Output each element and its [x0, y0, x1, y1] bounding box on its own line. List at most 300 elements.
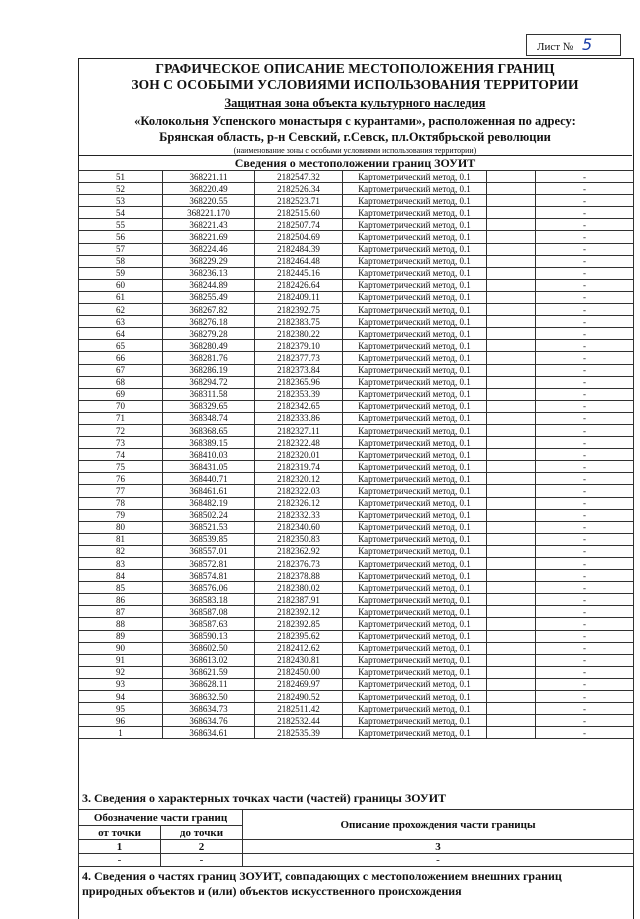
- y-coordinate-cell: 2182322.03: [255, 485, 343, 497]
- method-accuracy-cell: Картометрический метод, 0.1: [343, 207, 487, 219]
- y-coordinate-cell: 2182342.65: [255, 400, 343, 412]
- dash-cell: -: [536, 509, 634, 521]
- dash-cell: -: [536, 412, 634, 424]
- x-coordinate-cell: 368267.82: [163, 304, 255, 316]
- table-row: [79, 437, 634, 449]
- point-number-cell: 79: [79, 509, 163, 521]
- y-coordinate-cell: 2182450.00: [255, 666, 343, 678]
- dash-cell: -: [536, 279, 634, 291]
- point-number-cell: 73: [79, 437, 163, 449]
- x-coordinate-cell: 368280.49: [163, 340, 255, 352]
- table-row: [79, 304, 634, 316]
- dash-cell: -: [536, 267, 634, 279]
- extra-cell: [487, 497, 536, 509]
- point-number-cell: 54: [79, 207, 163, 219]
- y-coordinate-cell: 2182319.74: [255, 461, 343, 473]
- method-accuracy-cell: Картометрический метод, 0.1: [343, 291, 487, 303]
- method-accuracy-cell: Картометрический метод, 0.1: [343, 255, 487, 267]
- method-accuracy-cell: Картометрический метод, 0.1: [343, 630, 487, 642]
- table-row: [79, 582, 634, 594]
- x-coordinate-cell: 368286.19: [163, 364, 255, 376]
- method-accuracy-cell: Картометрический метод, 0.1: [343, 570, 487, 582]
- extra-cell: [487, 558, 536, 570]
- table-row: [79, 219, 634, 231]
- x-coordinate-cell: 368311.58: [163, 388, 255, 400]
- y-coordinate-cell: 2182365.96: [255, 376, 343, 388]
- point-number-cell: 75: [79, 461, 163, 473]
- empty-cell-from: -: [79, 854, 161, 867]
- point-number-cell: 62: [79, 304, 163, 316]
- point-number-cell: 70: [79, 400, 163, 412]
- x-coordinate-cell: 368410.03: [163, 449, 255, 461]
- y-coordinate-cell: 2182320.12: [255, 473, 343, 485]
- point-number-cell: 81: [79, 533, 163, 545]
- dash-cell: -: [536, 570, 634, 582]
- extra-cell: [487, 666, 536, 678]
- table-row: [79, 449, 634, 461]
- method-accuracy-cell: Картометрический метод, 0.1: [343, 388, 487, 400]
- table-row: [79, 666, 634, 678]
- table-row: [79, 545, 634, 557]
- dash-cell: -: [536, 376, 634, 388]
- method-accuracy-cell: Картометрический метод, 0.1: [343, 267, 487, 279]
- method-accuracy-cell: Картометрический метод, 0.1: [343, 183, 487, 195]
- x-coordinate-cell: 368224.46: [163, 243, 255, 255]
- point-number-cell: 57: [79, 243, 163, 255]
- point-number-cell: 92: [79, 666, 163, 678]
- table-row: [79, 316, 634, 328]
- y-coordinate-cell: 2182350.83: [255, 533, 343, 545]
- title-line-2: ЗОН С ОСОБЫМИ УСЛОВИЯМИ ИСПОЛЬЗОВАНИЯ ТЕРРИТОРИИ: [131, 77, 579, 92]
- x-coordinate-cell: 368236.13: [163, 267, 255, 279]
- y-coordinate-cell: 2182377.73: [255, 352, 343, 364]
- dash-cell: -: [536, 727, 634, 739]
- dash-cell: -: [536, 642, 634, 654]
- column-number-2: 2: [161, 840, 243, 854]
- x-coordinate-cell: 368482.19: [163, 497, 255, 509]
- method-accuracy-cell: Картометрический метод, 0.1: [343, 219, 487, 231]
- extra-cell: [487, 243, 536, 255]
- extra-cell: [487, 291, 536, 303]
- x-coordinate-cell: 368576.06: [163, 582, 255, 594]
- x-coordinate-cell: 368574.81: [163, 570, 255, 582]
- x-coordinate-cell: 368613.02: [163, 654, 255, 666]
- dash-cell: -: [536, 618, 634, 630]
- zone-type-subtitle: Защитная зона объекта культурного наследия: [224, 96, 486, 110]
- extra-cell: [487, 388, 536, 400]
- extra-cell: [487, 691, 536, 703]
- sheet-label: Лист №: [537, 41, 574, 53]
- extra-cell: [487, 219, 536, 231]
- point-number-cell: 84: [79, 570, 163, 582]
- point-number-cell: 89: [79, 630, 163, 642]
- extra-cell: [487, 642, 536, 654]
- y-coordinate-cell: 2182464.48: [255, 255, 343, 267]
- dash-cell: -: [536, 715, 634, 727]
- x-coordinate-cell: 368220.49: [163, 183, 255, 195]
- dash-cell: -: [536, 703, 634, 715]
- table-row: [79, 618, 634, 630]
- extra-cell: [487, 570, 536, 582]
- x-coordinate-cell: 368255.49: [163, 291, 255, 303]
- dash-cell: -: [536, 231, 634, 243]
- point-number-cell: 93: [79, 678, 163, 690]
- extra-cell: [487, 195, 536, 207]
- method-accuracy-cell: Картометрический метод, 0.1: [343, 340, 487, 352]
- method-accuracy-cell: Картометрический метод, 0.1: [343, 352, 487, 364]
- section-4-line-2: природных объектов и (или) объектов искусственного происхождения: [82, 884, 462, 898]
- extra-cell: [487, 509, 536, 521]
- y-coordinate-cell: 2182507.74: [255, 219, 343, 231]
- method-accuracy-cell: Картометрический метод, 0.1: [343, 618, 487, 630]
- extra-cell: [487, 183, 536, 195]
- method-accuracy-cell: Картометрический метод, 0.1: [343, 594, 487, 606]
- method-accuracy-cell: Картометрический метод, 0.1: [343, 364, 487, 376]
- y-coordinate-cell: 2182333.86: [255, 412, 343, 424]
- method-accuracy-cell: Картометрический метод, 0.1: [343, 582, 487, 594]
- coordinates-table: [78, 170, 634, 739]
- y-coordinate-cell: 2182378.88: [255, 570, 343, 582]
- empty-cell-to: -: [161, 854, 243, 867]
- dash-cell: -: [536, 691, 634, 703]
- method-accuracy-cell: Картометрический метод, 0.1: [343, 231, 487, 243]
- extra-cell: [487, 618, 536, 630]
- table-row: [79, 691, 634, 703]
- method-accuracy-cell: Картометрический метод, 0.1: [343, 304, 487, 316]
- extra-cell: [487, 473, 536, 485]
- table-row: [79, 642, 634, 654]
- dash-cell: -: [536, 219, 634, 231]
- x-coordinate-cell: 368583.18: [163, 594, 255, 606]
- point-number-cell: 78: [79, 497, 163, 509]
- dash-cell: -: [536, 195, 634, 207]
- point-number-cell: 63: [79, 316, 163, 328]
- x-coordinate-cell: 368221.43: [163, 219, 255, 231]
- extra-cell: [487, 485, 536, 497]
- x-coordinate-cell: 368368.65: [163, 424, 255, 436]
- method-accuracy-cell: Картометрический метод, 0.1: [343, 424, 487, 436]
- point-number-cell: 94: [79, 691, 163, 703]
- point-number-cell: 56: [79, 231, 163, 243]
- y-coordinate-cell: 2182387.91: [255, 594, 343, 606]
- coordinates-table-body: [79, 171, 634, 739]
- table-row: [79, 243, 634, 255]
- table-row: [79, 171, 634, 183]
- y-coordinate-cell: 2182490.52: [255, 691, 343, 703]
- extra-cell: [487, 424, 536, 436]
- y-coordinate-cell: 2182430.81: [255, 654, 343, 666]
- method-accuracy-cell: Картометрический метод, 0.1: [343, 703, 487, 715]
- extra-cell: [487, 364, 536, 376]
- point-number-cell: 91: [79, 654, 163, 666]
- method-accuracy-cell: Картометрический метод, 0.1: [343, 545, 487, 557]
- extra-cell: [487, 267, 536, 279]
- y-coordinate-cell: 2182376.73: [255, 558, 343, 570]
- x-coordinate-cell: 368632.50: [163, 691, 255, 703]
- table-row: [79, 340, 634, 352]
- y-coordinate-cell: 2182362.92: [255, 545, 343, 557]
- method-accuracy-cell: Картометрический метод, 0.1: [343, 376, 487, 388]
- dash-cell: -: [536, 437, 634, 449]
- y-coordinate-cell: 2182373.84: [255, 364, 343, 376]
- extra-cell: [487, 703, 536, 715]
- y-coordinate-cell: 2182327.11: [255, 424, 343, 436]
- y-coordinate-cell: 2182526.34: [255, 183, 343, 195]
- method-accuracy-cell: Картометрический метод, 0.1: [343, 533, 487, 545]
- table-row: [79, 207, 634, 219]
- boundary-parts-table: [78, 809, 634, 867]
- y-coordinate-cell: 2182412.62: [255, 642, 343, 654]
- dash-cell: -: [536, 340, 634, 352]
- x-coordinate-cell: 368634.73: [163, 703, 255, 715]
- point-number-cell: 85: [79, 582, 163, 594]
- zone-name-line-2: Брянская область, р-н Севский, г.Севск, пл.Октябрьской революции: [159, 130, 551, 144]
- table-row: [79, 231, 634, 243]
- dash-cell: -: [536, 171, 634, 183]
- point-number-cell: 82: [79, 545, 163, 557]
- dash-cell: -: [536, 558, 634, 570]
- y-coordinate-cell: 2182504.69: [255, 231, 343, 243]
- extra-cell: [487, 171, 536, 183]
- y-coordinate-cell: 2182380.02: [255, 582, 343, 594]
- method-accuracy-cell: Картометрический метод, 0.1: [343, 316, 487, 328]
- to-point-header: до точки: [161, 826, 243, 840]
- dash-cell: -: [536, 545, 634, 557]
- table-row: [79, 279, 634, 291]
- method-accuracy-cell: Картометрический метод, 0.1: [343, 400, 487, 412]
- extra-cell: [487, 412, 536, 424]
- method-accuracy-cell: Картометрический метод, 0.1: [343, 509, 487, 521]
- extra-cell: [487, 316, 536, 328]
- dash-cell: -: [536, 606, 634, 618]
- table-row: [79, 558, 634, 570]
- table-row: [79, 533, 634, 545]
- point-number-cell: 86: [79, 594, 163, 606]
- dash-cell: -: [536, 364, 634, 376]
- point-number-cell: 66: [79, 352, 163, 364]
- table-row: [79, 461, 634, 473]
- empty-cell-description: -: [243, 854, 634, 867]
- method-accuracy-cell: Картометрический метод, 0.1: [343, 678, 487, 690]
- point-number-cell: 71: [79, 412, 163, 424]
- extra-cell: [487, 630, 536, 642]
- point-number-cell: 55: [79, 219, 163, 231]
- table-row: [79, 570, 634, 582]
- method-accuracy-cell: Картометрический метод, 0.1: [343, 437, 487, 449]
- table-row: [79, 412, 634, 424]
- designation-header: Обозначение части границ: [79, 810, 243, 826]
- x-coordinate-cell: 368587.63: [163, 618, 255, 630]
- point-number-cell: 77: [79, 485, 163, 497]
- y-coordinate-cell: 2182535.39: [255, 727, 343, 739]
- y-coordinate-cell: 2182392.12: [255, 606, 343, 618]
- table-row: [79, 654, 634, 666]
- sheet-number: 5: [582, 35, 593, 54]
- extra-cell: [487, 231, 536, 243]
- dash-cell: -: [536, 400, 634, 412]
- extra-cell: [487, 279, 536, 291]
- section-title: Сведения о местоположении границ ЗОУИТ: [78, 155, 632, 171]
- method-accuracy-cell: Картометрический метод, 0.1: [343, 558, 487, 570]
- extra-cell: [487, 328, 536, 340]
- table-row: [79, 521, 634, 533]
- method-accuracy-cell: Картометрический метод, 0.1: [343, 461, 487, 473]
- y-coordinate-cell: 2182523.71: [255, 195, 343, 207]
- point-number-cell: 76: [79, 473, 163, 485]
- extra-cell: [487, 207, 536, 219]
- extra-cell: [487, 533, 536, 545]
- x-coordinate-cell: 368244.89: [163, 279, 255, 291]
- method-accuracy-cell: Картометрический метод, 0.1: [343, 654, 487, 666]
- x-coordinate-cell: 368440.71: [163, 473, 255, 485]
- x-coordinate-cell: 368602.50: [163, 642, 255, 654]
- method-accuracy-cell: Картометрический метод, 0.1: [343, 449, 487, 461]
- dash-cell: -: [536, 521, 634, 533]
- method-accuracy-cell: Картометрический метод, 0.1: [343, 666, 487, 678]
- table-row: [79, 352, 634, 364]
- y-coordinate-cell: 2182392.75: [255, 304, 343, 316]
- extra-cell: [487, 437, 536, 449]
- point-number-cell: 60: [79, 279, 163, 291]
- dash-cell: -: [536, 630, 634, 642]
- method-accuracy-cell: Картометрический метод, 0.1: [343, 642, 487, 654]
- point-number-cell: 87: [79, 606, 163, 618]
- dash-cell: -: [536, 533, 634, 545]
- point-number-cell: 53: [79, 195, 163, 207]
- x-coordinate-cell: 368587.08: [163, 606, 255, 618]
- extra-cell: [487, 678, 536, 690]
- x-coordinate-cell: 368634.61: [163, 727, 255, 739]
- table-row: [79, 727, 634, 739]
- method-accuracy-cell: Картометрический метод, 0.1: [343, 521, 487, 533]
- dash-cell: -: [536, 654, 634, 666]
- extra-cell: [487, 376, 536, 388]
- table-row: [79, 424, 634, 436]
- point-number-cell: 96: [79, 715, 163, 727]
- y-coordinate-cell: 2182379.10: [255, 340, 343, 352]
- y-coordinate-cell: 2182445.16: [255, 267, 343, 279]
- dash-cell: -: [536, 352, 634, 364]
- extra-cell: [487, 582, 536, 594]
- method-accuracy-cell: Картометрический метод, 0.1: [343, 606, 487, 618]
- y-coordinate-cell: 2182340.60: [255, 521, 343, 533]
- x-coordinate-cell: 368572.81: [163, 558, 255, 570]
- method-accuracy-cell: Картометрический метод, 0.1: [343, 715, 487, 727]
- point-number-cell: 68: [79, 376, 163, 388]
- table-row: [79, 509, 634, 521]
- y-coordinate-cell: 2182395.62: [255, 630, 343, 642]
- method-accuracy-cell: Картометрический метод, 0.1: [343, 497, 487, 509]
- zone-name-line-1: «Колокольня Успенского монастыря с курантами», расположенная по адресу:: [134, 114, 576, 128]
- table-row: [79, 400, 634, 412]
- y-coordinate-cell: 2182532.44: [255, 715, 343, 727]
- y-coordinate-cell: 2182353.39: [255, 388, 343, 400]
- y-coordinate-cell: 2182426.64: [255, 279, 343, 291]
- table-row: [79, 606, 634, 618]
- dash-cell: -: [536, 243, 634, 255]
- x-coordinate-cell: 368276.18: [163, 316, 255, 328]
- extra-cell: [487, 545, 536, 557]
- document-header: [78, 58, 632, 156]
- point-number-cell: 52: [79, 183, 163, 195]
- dash-cell: -: [536, 473, 634, 485]
- x-coordinate-cell: 368294.72: [163, 376, 255, 388]
- table-row: [79, 183, 634, 195]
- dash-cell: -: [536, 424, 634, 436]
- table-row: [79, 715, 634, 727]
- table-row: [79, 267, 634, 279]
- dash-cell: -: [536, 461, 634, 473]
- extra-cell: [487, 352, 536, 364]
- method-accuracy-cell: Картометрический метод, 0.1: [343, 171, 487, 183]
- extra-cell: [487, 654, 536, 666]
- method-accuracy-cell: Картометрический метод, 0.1: [343, 279, 487, 291]
- table-row: [79, 195, 634, 207]
- point-number-cell: 64: [79, 328, 163, 340]
- dash-cell: -: [536, 291, 634, 303]
- point-number-cell: 74: [79, 449, 163, 461]
- dash-cell: -: [536, 666, 634, 678]
- x-coordinate-cell: 368557.01: [163, 545, 255, 557]
- section-3-title: 3. Сведения о характерных точках части (частей) границы ЗОУИТ: [82, 791, 447, 805]
- point-number-cell: 51: [79, 171, 163, 183]
- dash-cell: -: [536, 255, 634, 267]
- extra-cell: [487, 400, 536, 412]
- y-coordinate-cell: 2182511.42: [255, 703, 343, 715]
- y-coordinate-cell: 2182322.48: [255, 437, 343, 449]
- column-number-3: 3: [243, 840, 634, 854]
- dash-cell: -: [536, 582, 634, 594]
- dash-cell: -: [536, 497, 634, 509]
- point-number-cell: 67: [79, 364, 163, 376]
- x-coordinate-cell: 368461.61: [163, 485, 255, 497]
- dash-cell: -: [536, 304, 634, 316]
- point-number-cell: 80: [79, 521, 163, 533]
- point-number-cell: 58: [79, 255, 163, 267]
- x-coordinate-cell: 368634.76: [163, 715, 255, 727]
- point-number-cell: 83: [79, 558, 163, 570]
- dash-cell: -: [536, 183, 634, 195]
- table-row: [79, 703, 634, 715]
- x-coordinate-cell: 368628.11: [163, 678, 255, 690]
- x-coordinate-cell: 368431.05: [163, 461, 255, 473]
- zone-name-note: (наименование зоны с особыми условиями использования территории): [233, 146, 477, 155]
- y-coordinate-cell: 2182469.97: [255, 678, 343, 690]
- y-coordinate-cell: 2182409.11: [255, 291, 343, 303]
- table-row: [79, 328, 634, 340]
- point-number-cell: 1: [79, 727, 163, 739]
- from-point-header: от точки: [79, 826, 161, 840]
- x-coordinate-cell: 368329.65: [163, 400, 255, 412]
- y-coordinate-cell: 2182484.39: [255, 243, 343, 255]
- table-row: [79, 594, 634, 606]
- extra-cell: [487, 594, 536, 606]
- table-row: [79, 630, 634, 642]
- point-number-cell: 90: [79, 642, 163, 654]
- extra-cell: [487, 255, 536, 267]
- y-coordinate-cell: 2182326.12: [255, 497, 343, 509]
- y-coordinate-cell: 2182380.22: [255, 328, 343, 340]
- point-number-cell: 72: [79, 424, 163, 436]
- table-row: [79, 678, 634, 690]
- point-number-cell: 65: [79, 340, 163, 352]
- x-coordinate-cell: 368389.15: [163, 437, 255, 449]
- point-number-cell: 69: [79, 388, 163, 400]
- point-number-cell: 61: [79, 291, 163, 303]
- extra-cell: [487, 715, 536, 727]
- x-coordinate-cell: 368221.11: [163, 171, 255, 183]
- x-coordinate-cell: 368281.76: [163, 352, 255, 364]
